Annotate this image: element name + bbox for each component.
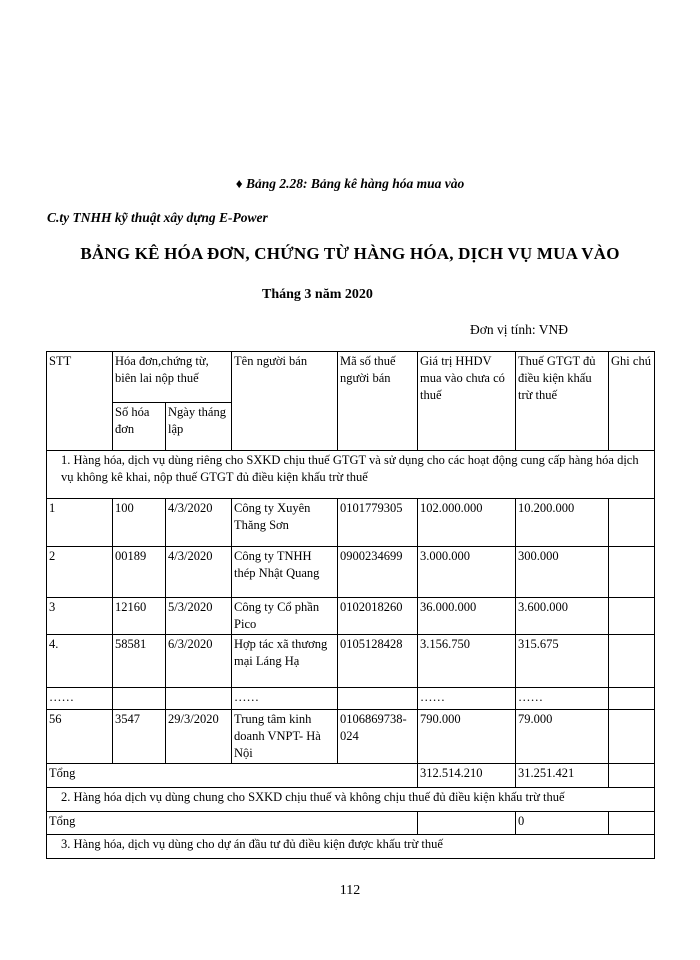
page-number: 112 bbox=[339, 883, 361, 898]
cell-stt: 56 bbox=[47, 710, 113, 764]
cell-note bbox=[609, 499, 655, 547]
header-note: Ghi chú bbox=[609, 352, 655, 451]
section-2-total-row bbox=[47, 812, 655, 835]
table-row bbox=[47, 635, 655, 688]
cell-vat: …… bbox=[516, 688, 609, 710]
cell-stt: 2 bbox=[47, 547, 113, 598]
cell-invoice-date: 4/3/2020 bbox=[166, 547, 232, 598]
cell-value: 36.000.000 bbox=[418, 598, 516, 635]
table-row bbox=[47, 688, 655, 710]
total-vat: 0 bbox=[516, 812, 609, 835]
cell-invoice-date: 5/3/2020 bbox=[166, 598, 232, 635]
section-1-total-row bbox=[47, 764, 655, 788]
total-vat: 31.251.421 bbox=[516, 764, 609, 788]
table-row bbox=[47, 710, 655, 764]
cell-invoice-date bbox=[166, 688, 232, 710]
section-3-title: 3. Hàng hóa, dịch vụ dùng cho dự án đầu tư đủ điều kiện được khấu trừ thuế bbox=[47, 835, 655, 859]
table-caption: ♦ Bảng 2.28: Bảng kê hàng hóa mua vào bbox=[235, 176, 465, 191]
cell-tax-code: 0106869738-024 bbox=[338, 710, 418, 764]
cell-tax-code: 0101779305 bbox=[338, 499, 418, 547]
cell-tax-code: 0102018260 bbox=[338, 598, 418, 635]
cell-value: 3.000.000 bbox=[418, 547, 516, 598]
cell-seller: Công ty Cổ phần Pico bbox=[232, 598, 338, 635]
total-note bbox=[609, 764, 655, 788]
cell-note bbox=[609, 547, 655, 598]
header-vat: Thuế GTGT đủ điều kiện khấu trừ thuế bbox=[516, 352, 609, 451]
section-3-row bbox=[47, 835, 655, 859]
cell-tax-code bbox=[338, 688, 418, 710]
cell-invoice-no: 100 bbox=[113, 499, 166, 547]
cell-seller: Công ty Xuyên Thăng Sơn bbox=[232, 499, 338, 547]
header-seller: Tên người bán bbox=[232, 352, 338, 451]
report-period: Tháng 3 năm 2020 bbox=[262, 287, 373, 302]
cell-seller: Công ty TNHH thép Nhật Quang bbox=[232, 547, 338, 598]
cell-note bbox=[609, 598, 655, 635]
section-2-title: 2. Hàng hóa dịch vụ dùng chung cho SXKD chịu thuế và không chịu thuế đủ điều kiện khấu trừ thuế bbox=[47, 788, 655, 812]
section-1-title: 1. Hàng hóa, dịch vụ dùng riêng cho SXKD chịu thuế GTGT và sử dụng cho các hoạt động cung cấp hàng hóa dịch vụ không kê khai, nộp thuế GTGT đủ điều kiện khấu trừ thuế bbox=[47, 451, 655, 499]
total-value: 312.514.210 bbox=[418, 764, 516, 788]
cell-value: 102.000.000 bbox=[418, 499, 516, 547]
total-value bbox=[418, 812, 516, 835]
currency-unit: Đơn vị tính: VNĐ bbox=[470, 322, 569, 337]
header-value: Giá trị HHDV mua vào chưa có thuế bbox=[418, 352, 516, 451]
section-2-row bbox=[47, 788, 655, 812]
header-invoice-no: Số hóa đơn bbox=[113, 403, 166, 451]
cell-value: 3.156.750 bbox=[418, 635, 516, 688]
cell-invoice-no: 58581 bbox=[113, 635, 166, 688]
cell-invoice-date: 4/3/2020 bbox=[166, 499, 232, 547]
total-label: Tổng bbox=[47, 812, 418, 835]
cell-stt: 1 bbox=[47, 499, 113, 547]
company-name: C.ty TNHH kỹ thuật xây dựng E-Power bbox=[47, 210, 268, 225]
cell-stt: …… bbox=[47, 688, 113, 710]
table-row bbox=[47, 499, 655, 547]
cell-note bbox=[609, 688, 655, 710]
cell-value: …… bbox=[418, 688, 516, 710]
cell-vat: 79.000 bbox=[516, 710, 609, 764]
cell-invoice-no: 00189 bbox=[113, 547, 166, 598]
cell-vat: 10.200.000 bbox=[516, 499, 609, 547]
header-row bbox=[47, 352, 655, 403]
cell-vat: 315.675 bbox=[516, 635, 609, 688]
cell-invoice-no bbox=[113, 688, 166, 710]
total-note bbox=[609, 812, 655, 835]
header-stt: STT bbox=[47, 352, 113, 451]
section-1-row bbox=[47, 451, 655, 499]
total-label: Tổng bbox=[47, 764, 418, 788]
cell-note bbox=[609, 710, 655, 764]
cell-tax-code: 0900234699 bbox=[338, 547, 418, 598]
table-row bbox=[47, 598, 655, 635]
cell-stt: 3 bbox=[47, 598, 113, 635]
header-invoice-group: Hóa đơn,chứng từ, biên lai nộp thuế bbox=[113, 352, 232, 403]
cell-seller: …… bbox=[232, 688, 338, 710]
cell-seller: Trung tâm kinh doanh VNPT- Hà Nội bbox=[232, 710, 338, 764]
cell-stt: 4. bbox=[47, 635, 113, 688]
cell-invoice-no: 12160 bbox=[113, 598, 166, 635]
cell-invoice-date: 29/3/2020 bbox=[166, 710, 232, 764]
cell-seller: Hợp tác xã thương mại Láng Hạ bbox=[232, 635, 338, 688]
cell-invoice-date: 6/3/2020 bbox=[166, 635, 232, 688]
purchase-ledger-table bbox=[46, 351, 655, 859]
cell-note bbox=[609, 635, 655, 688]
cell-vat: 300.000 bbox=[516, 547, 609, 598]
header-invoice-date: Ngày tháng lập bbox=[166, 403, 232, 451]
cell-vat: 3.600.000 bbox=[516, 598, 609, 635]
cell-tax-code: 0105128428 bbox=[338, 635, 418, 688]
table-row bbox=[47, 547, 655, 598]
document-title: BẢNG KÊ HÓA ĐƠN, CHỨNG TỪ HÀNG HÓA, DỊCH VỤ MUA VÀO bbox=[80, 244, 620, 263]
cell-value: 790.000 bbox=[418, 710, 516, 764]
header-tax-code: Mã số thuế người bán bbox=[338, 352, 418, 451]
cell-invoice-no: 3547 bbox=[113, 710, 166, 764]
